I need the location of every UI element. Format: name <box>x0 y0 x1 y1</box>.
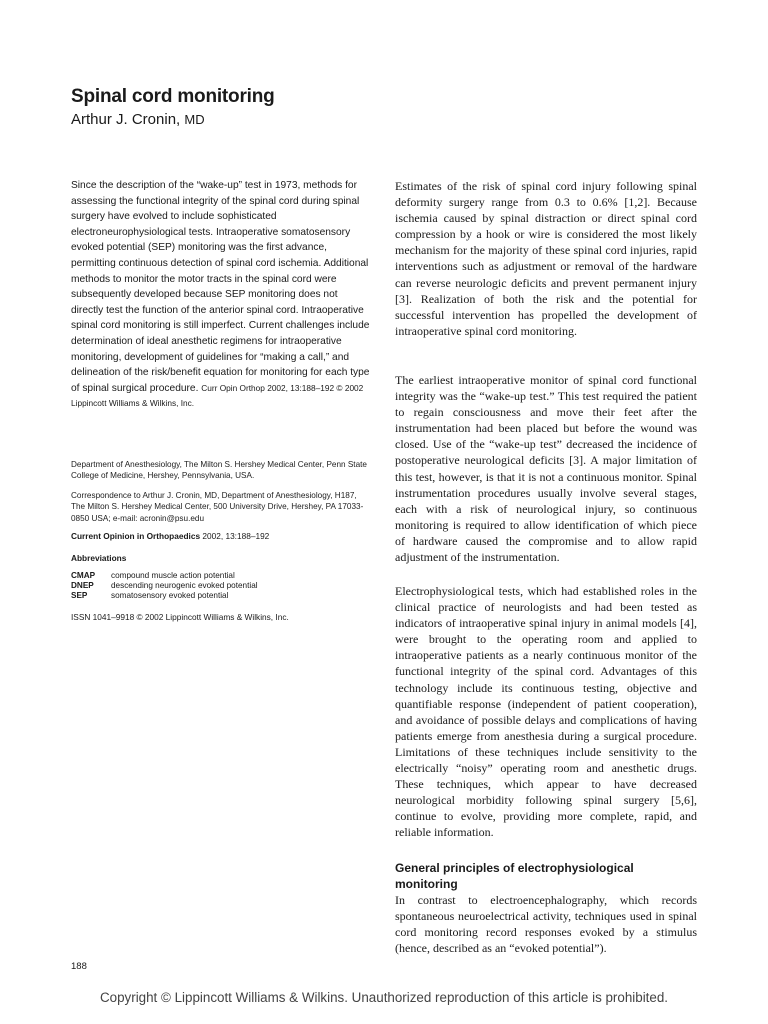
journal-name: Current Opinion in Orthopaedics <box>71 531 201 541</box>
abbreviation-definition: descending neurogenic evoked potential <box>111 581 258 591</box>
issn-line: ISSN 1041–9918 © 2002 Lippincott Williams & Wilkins, Inc. <box>71 612 289 622</box>
abbreviation-definition: somatosensory evoked potential <box>111 591 229 601</box>
abbreviation-row <box>71 581 258 591</box>
article-title: Spinal cord monitoring <box>71 86 275 107</box>
abbreviation-term: CMAP <box>71 571 96 580</box>
body-paragraph: In contrast to electroencephalography, which records spontaneous neuroelectrical activity, techniques used in spinal cord monitoring record responses evoked by a stimulus (hence, described as an “evoked potential”). <box>395 893 697 956</box>
abbreviation-term: SEP <box>71 591 88 601</box>
correspondence: Correspondence to Arthur J. Cronin, MD, Department of Anesthesiology, H187, The Milton S. Hershey Medical Center, 500 University Drive, Hershey, PA 17033-0850 USA; e-mail: acronin@psu.edu <box>71 491 364 523</box>
journal-citation <box>71 531 269 541</box>
body-paragraph: Estimates of the risk of spinal cord injury following spinal deformity surgery range from 0.3 to 0.6% [1,2]. Because ischemia caused by spinal distraction or direct spinal cord compression by a hook or wire is considered the most likely mechanism for the majority of these spinal cord injuries, rapid interventions such as adjustment or removal of the hardware can reverse neurologic deficits and prevent permanent injury [3]. Realization of both the risk and the potential for successful intervention has propelled the development of intraoperative spinal cord monitoring. <box>395 179 697 338</box>
author-name: Arthur J. Cronin, <box>71 111 181 128</box>
abbreviation-row <box>71 571 258 581</box>
author-degree: MD <box>184 112 205 127</box>
abstract-citation: Curr Opin Orthop 2002, 13:188–192 © 2002 Lippincott Williams & Wilkins, Inc. <box>71 382 364 409</box>
author-byline <box>71 111 205 128</box>
abstract-text: Since the description of the “wake-up” test in 1973, methods for assessing the functional integrity of the spinal cord during spinal surgery have evolved to include sophisticated electroneurophysiological tests. Intraoperative somatosensory evoked potential (SEP) monitoring was the first advance, permitting continuous detection of spinal cord ischemia. Additional methods to monitor the motor tracts in the spinal cord were subsequently developed because SEP monitoring does not directly test the function of the anterior spinal cord. Intraoperative spinal cord monitoring is still imperfect. Current challenges include determination of ideal anesthetic regimens for intraoperative monitoring, development of guidelines for “making a call,” and delineation of the risk/benefit equation for monitoring for each type of spinal surgical procedure. <box>71 180 370 394</box>
page-number: 188 <box>71 961 87 972</box>
abbreviation-row <box>71 591 258 601</box>
copyright-notice: Copyright © Lippincott Williams & Wilkins. Unauthorized reproduction of this article is prohibited. <box>99 990 669 1005</box>
body-paragraph: Electrophysiological tests, which had established roles in the clinical practice of neurologists and had been tested as indicators of intraoperative spinal injury in animal models [4], were brought to the operating room and applied to intraoperative patients as a nearly continuous monitor of the functional integrity of the spinal cord. Advantages of this technology include its continuous testing, objective and quantifiable response (independent of patient cooperation), and avoidance of possible delays and complications of having patients emerge from anesthesia during a surgical procedure. Limitations of these techniques include sensitivity to the electrically “noisy” operating room and anesthetic drugs. These techniques, which appear to have decreased neurological morbidity following spinal surgery [5,6], continue to evolve, providing more complete, rapid, and reliable information. <box>395 584 697 840</box>
abbreviations-list <box>71 571 258 602</box>
abstract <box>71 178 371 412</box>
journal-details: 2002, 13:188–192 <box>202 531 270 541</box>
abbreviation-term: DNEP <box>71 581 94 591</box>
abbreviation-definition: compound muscle action potential <box>111 571 235 580</box>
abbreviations-heading: Abbreviations <box>71 553 127 563</box>
section-heading: General principles of electrophysiological monitoring <box>395 861 634 891</box>
body-paragraph: The earliest intraoperative monitor of spinal cord functional integrity was the “wake-up test.” This test required the patient to regain consciousness and move their feet after the instrumentation had been placed but before the wound was closed. Use of the “wake-up test” decreased the incidence of postoperative neurological deficits [3]. A major limitation of this test, however, is that it is not a continuous monitor. Spinal instrumentation procedures usually involve several stages, each with a risk of neurological injury, so continuous monitoring is required to allow identification of which piece of hardware caused the compromise and to allow rapid adjustment of the instrumentation. <box>395 373 697 565</box>
affiliation: Department of Anesthesiology, The Milton S. Hershey Medical Center, Penn State College of Medicine, Hershey, Pennsylvania, USA. <box>71 460 367 481</box>
